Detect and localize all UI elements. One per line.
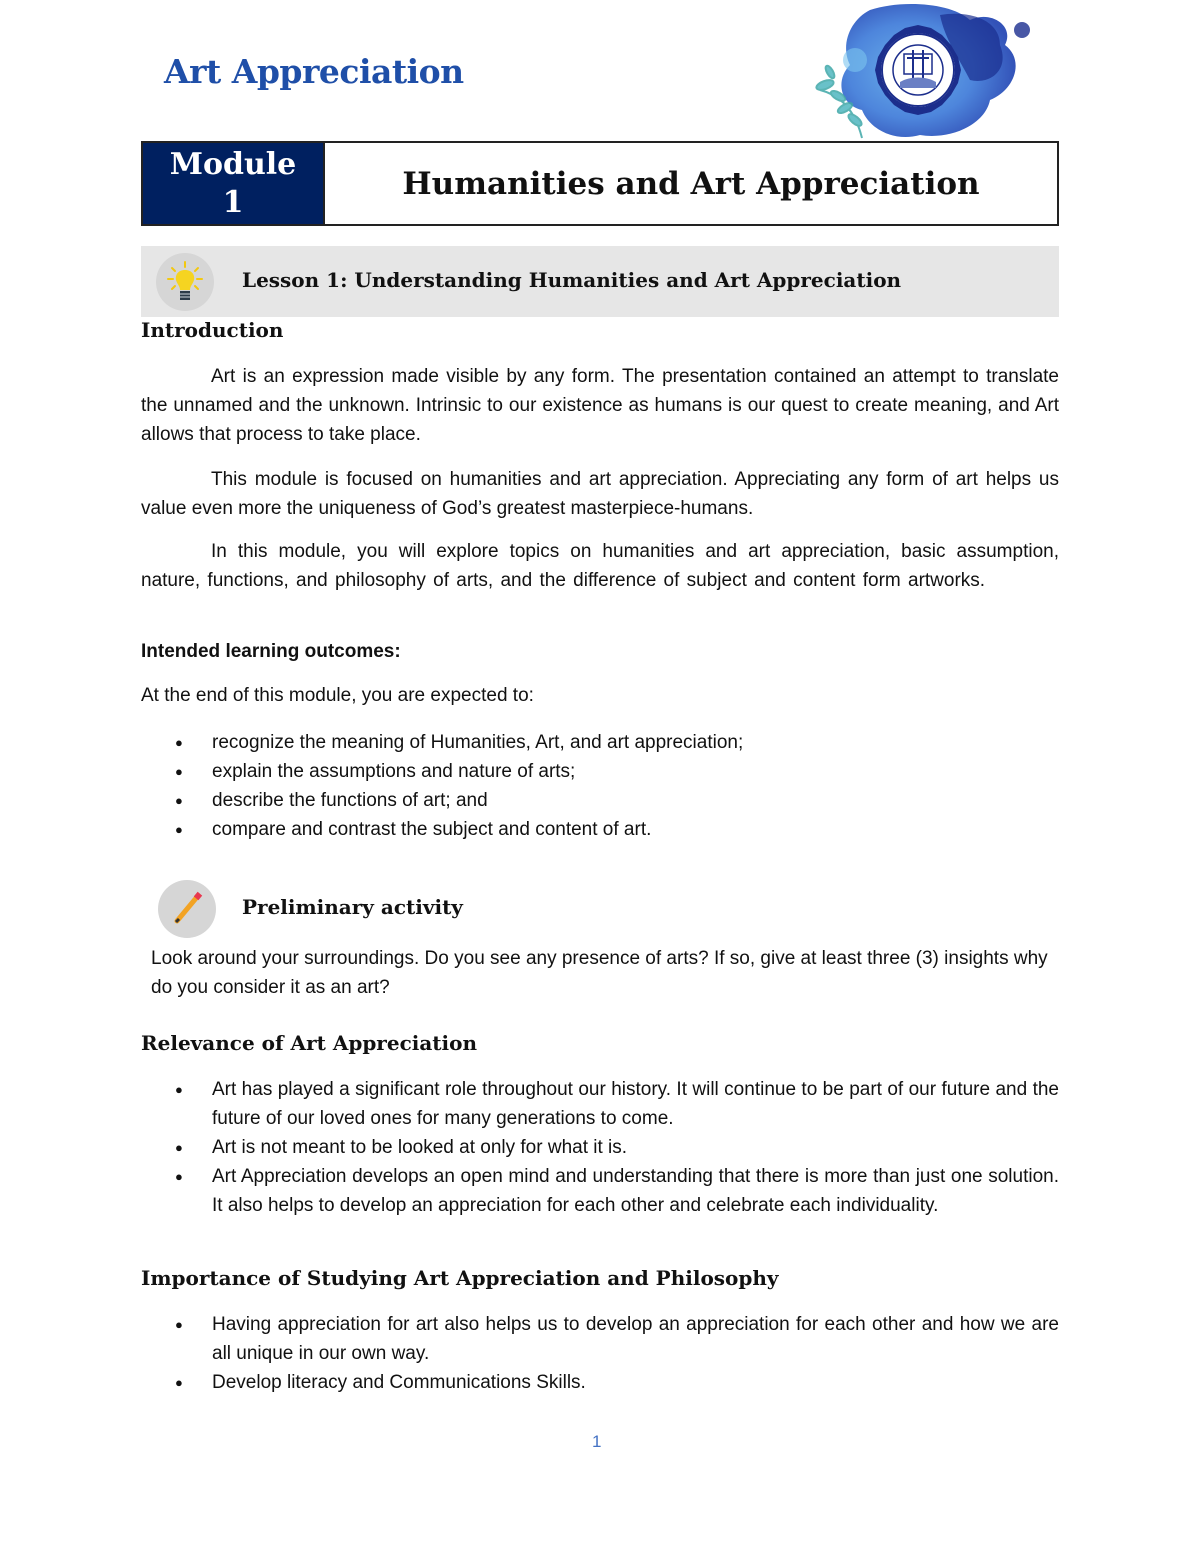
outcome-item: ● explain the assumptions and nature of arts; (141, 757, 1059, 786)
lesson-title: Lesson 1: Understanding Humanities and Art Appreciation (242, 268, 902, 292)
outcome-item: ● compare and contrast the subject and content of art. (141, 815, 1059, 844)
relevance-item: ● Art Appreciation develops an open mind and understanding that there is more than just one solution. It also helps to develop an appreciation for each other and celebrate each individuality. (141, 1162, 1059, 1220)
outcomes-lead: At the end of this module, you are expected to: (141, 685, 534, 706)
intro-paragraph-1: Art is an expression made visible by any form. The presentation contained an attempt to translate the unnamed and the unknown. Intrinsic to our existence as humans is our quest to create meaning, and Art allows that process to take place. (141, 366, 1059, 445)
relevance-list (141, 1075, 1059, 1220)
module-title: Humanities and Art Appreciation (402, 165, 980, 202)
importance-item: ● Develop literacy and Communications Skills. (141, 1368, 1059, 1397)
module-title-cell (325, 143, 1057, 224)
page-number: 1 (592, 1432, 602, 1451)
module-label: Module (169, 146, 297, 182)
preliminary-text: Look around your surroundings. Do you see any presence of arts? If so, give at least three (3) insights why do you consider it as an art? (151, 948, 1048, 998)
outcomes-heading: Intended learning outcomes: (141, 641, 401, 662)
intro-paragraph-3: In this module, you will explore topics on humanities and art appreciation, basic assumption, nature, functions, and philosophy of arts, and the difference of subject and content form artworks. (141, 541, 1059, 591)
outcome-item: ● describe the functions of art; and (141, 786, 1059, 815)
module-header (141, 141, 1059, 226)
introduction-heading: Introduction (141, 318, 284, 342)
outcomes-list (141, 728, 1059, 844)
relevance-item: ● Art has played a significant role throughout our history. It will continue to be part of our future and the future of our loved ones for many generations to come. (141, 1075, 1059, 1133)
preliminary-heading: Preliminary activity (242, 895, 463, 919)
pencil-icon (158, 880, 216, 938)
relevance-item: ● Art is not meant to be looked at only for what it is. (141, 1133, 1059, 1162)
importance-heading: Importance of Studying Art Appreciation and Philosophy (141, 1266, 779, 1290)
module-number-cell (143, 143, 325, 224)
university-logo (800, 0, 1040, 142)
outcome-item: ● recognize the meaning of Humanities, Art, and art appreciation; (141, 728, 1059, 757)
relevance-heading: Relevance of Art Appreciation (141, 1031, 478, 1055)
module-number: 1 (222, 184, 244, 220)
importance-list (141, 1310, 1059, 1397)
university-seal-icon (800, 0, 1040, 142)
importance-item: ● Having appreciation for art also helps us to develop an appreciation for each other and how we are all unique in our own way. (141, 1310, 1059, 1368)
intro-paragraph-2: This module is focused on humanities and art appreciation. Appreciating any form of art helps us value even more the uniqueness of God’s greatest masterpiece-humans. (141, 469, 1059, 519)
lightbulb-icon (156, 253, 214, 311)
brand-title: Art Appreciation (164, 52, 464, 91)
